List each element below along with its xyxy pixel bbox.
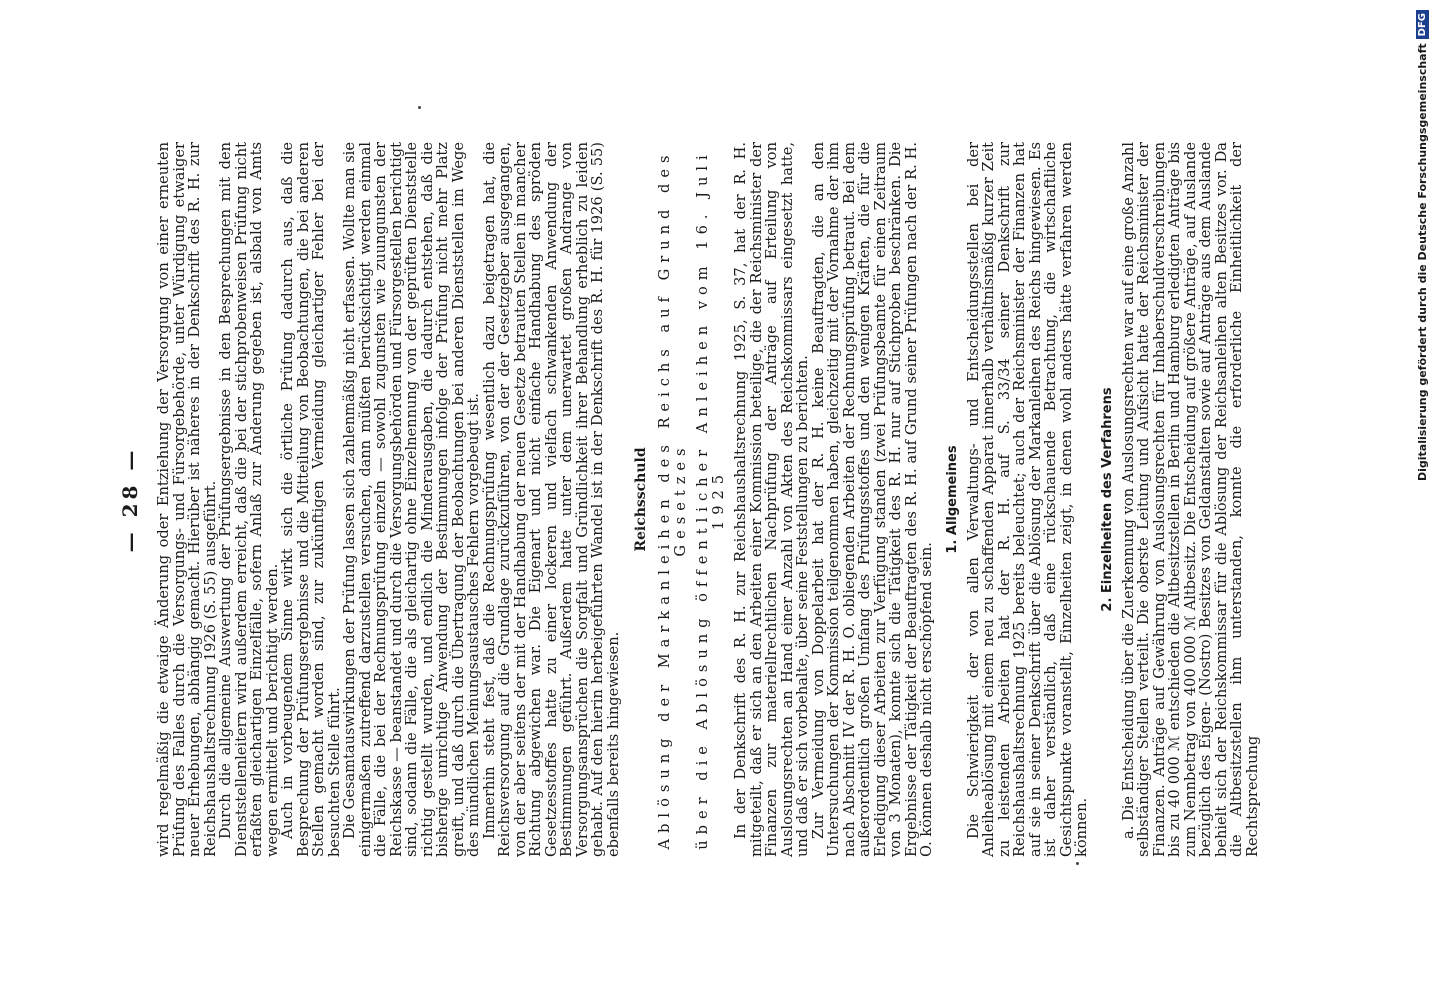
section-title: Reichsschuld — [633, 447, 649, 552]
section-heading-line-1: Ablösung der Markanleihen des Reichs auf Grund des Gesetzes — [656, 149, 689, 850]
paragraph: Die Gesamtauswirkungen der Prüfung lassen sich zahlenmäßig nicht erfassen. Wollte man sie einigermaßen zutreffend darzustellen versuchen, dann müßten berücksichtigt werden einmal die Fälle, die bei der Rechnungsprüfung einzeln — sowohl zugunsten wie zuungunsten der Reichskasse — beanstandet und durch die Versorgungsbehörden und Fürsorgestellen berichtigt sind, sodann die Fälle, die als gleichartig ohne Einzelnennung von der geprüften Dienststelle richtig gestellt wurden, und endlich die Minderausgaben, die dadurch entstehen, daß die bisherige unrichtige Anwendung der Bestimmungen infolge der Prüfung nicht mehr Platz greift, und daß durch die Übertragung der Beobachtungen bei anderen Dienststellen im Wege des mündlichen Meinungsaustausches Fehlern vorgebeugt ist. — [341, 142, 482, 857]
digitization-notice — [1412, 10, 1432, 482]
paragraph: Die Schwierigkeit der von allen Verwaltungs- und Entscheidungsstellen bei der Anleiheablösung mit einem neu zu schaffenden Apparat innerhalb verhältnismäßig kurzer Zeit zu leistenden Arbeiten hat der R. H. auf S. 33/34 seiner Denkschrift zur Reichshaushaltsrechnung 1925 bereits beleuchtet; auch der Reichsminister der Finanzen hat auf sie in seiner Denkschrift über die Ablösung der Markanleihen des Reichs hingewiesen. Es ist daher verständlich, daß eine rückschauende Betrachtung, die wirtschaftliche Gesichtspunkte voranstellt, Einzelheiten zeigt, in denen wohl anders hätte verfahren werden können. — [964, 142, 1090, 857]
funding-notice-text: Digitalisierung gefördert durch die Deutsche Forschungsgemeinschaft — [1415, 43, 1429, 482]
paragraph: wird regelmäßig die etwaige Änderung oder Entziehung der Versorgung von einer erneuten Prüfung des Falles durch die Versorgungs- und Fürsorgebehörde, unter Würdigung etwaiger neuer Erhebungen, abhängig gemacht. Hierüber ist näheres in der Denkschrift des R. H. zur Reichshaushaltsrechnung 1926 (S. 55) ausgeführt. — [155, 142, 219, 857]
paragraph: Durch die allgemeine Auswertung der Prüfungsergebnisse in den Besprechungen mit den Dienststellenleitern wird außerdem erreicht, daß die bei der stichprobenweisen Prüfung nicht erfaßten gleichartigen Einzelfälle, sofern Anlaß zur Änderung gegeben ist, alsbald von Amts wegen ermittelt und berichtigt werden. — [217, 142, 281, 857]
paragraph: Immerhin steht fest, daß die Rechnungsprüfung wesentlich dazu beigetragen hat, die Reichsversorgung auf die Grundlage zurückzuführen, von der der Gesetzgeber ausgegangen, von der aber seitens der mit der Handhabung der neuen Gesetze betrauten Stellen in mancher Richtung abgewichen war. Die Eigenart und nicht einfache Handhabung des spröden Gesetzesstoffes hatte zu einer lockeren und vielfach schwankenden Anwendung der Bestimmungen geführt. Außerdem hatte unter dem unerwartet großen Andrange von Versorgungsansprüchen die Sorgfalt und Gründlichkeit ihrer Behandlung erheblich zu leiden gehabt. Auf den hierin herbeigeführten Wandel ist in der Denkschrift des R. H. für 1926 (S. 55) ebenfalls bereits hingewiesen. — [480, 142, 622, 857]
section-heading-line-2: über die Ablösung öffentlicher Anleihen vom 16. Juli 1925 — [694, 149, 727, 850]
subheading-general: 1. Allgemeines — [944, 445, 960, 554]
paragraph: Zur Vermeidung von Doppelarbeit hat der R. H. keine Beauftragten, die an den Untersuchungen der Kommission teilgenommen haben, gleichzeitig mit der Vornahme der ihm nach Abschnitt IV der R. H. O. obliegenden Arbeiten der Rechnungsprüfung betraut. Bei dem außerordentlich großen Umfang des Prüfungsstoffes und den wenigen Kräften, die für die Erledigung dieser Arbeiten zur Verfügung standen (zwei Prüfungsbeamte für einen Zeitraum von 3 Monaten), konnte sich die Tätigkeit des R. H. nur auf Stichproben beschränken. Die Ergebnisse der Tätigkeit der Beauftragten des R. H. auf Grund seiner Prüfungen nach der R. H. O. können deshalb nicht erschöpfend sein. — [809, 142, 935, 857]
rotated-page — [118, 142, 1288, 857]
page-number: — 28 — — [118, 446, 142, 553]
subheading-procedure: 2. Einzelheiten des Verfahrens — [1099, 387, 1115, 612]
scan-speck — [418, 106, 421, 109]
scan-speck — [1076, 862, 1079, 865]
paragraph: a. Die Entscheidung über die Zuerkennung von Auslosungsrechten war auf eine große Anzahl selbständiger Stellen verteilt. Die oberste Leitung und Aufsicht hatte der Reichsminister der Finanzen. Anträge auf Gewährung von Auslosungsrechten für Inhaberschuldverschreibungen bis zu 40 000 ℳ entschieden die Altbesitzstellen in Berlin und Hamburg erledigten Anträge bis zum Nennbetrag von 400 000 ℳ Altbesitz. Die Entscheidung auf größere Anträge, auf Auslande bezüglich des Eigen- (Nostro) Besitzes von Geldanstalten sowie auf Anträge aus dem Auslande behielt sich der Reichskommissar für die Ablösung der Reichsanleihen alten Besitzes vor. Da die Altbesitzstellen ihm unterstanden, konnte die erforderliche Einheitlichkeit der Rechtsprechung — [1119, 142, 1261, 857]
dfg-logo: DFG — [1416, 10, 1429, 39]
paragraph: In der Denkschrift des R. H. zur Reichshaushaltsrechnung 1925, S. 37, hat der R. H. mitgeteilt, daß er sich an den Arbeiten einer Kommission beteilige, die der Reichsminister der Finanzen zur materiellrechtlichen Nachprüfung der Anträge auf Erteilung von Auslosungsrechten an Hand einer Anzahl von Akten des Reichskommissars eingesetzt hatte, und daß er sich vorbehalte, über seine Feststellungen zu berichten. — [732, 142, 811, 857]
paragraph: Auch in vorbeugendem Sinne wirkt sich die örtliche Prüfung dadurch aus, daß die Besprechung der Prüfungsergebnisse und die Mitteilung von Beobachtungen, die bei anderen Stellen gemacht worden sind, zur zukünftigen Vermeidung gleichartiger Fehler bei der besuchten Stelle führt. — [279, 142, 343, 857]
